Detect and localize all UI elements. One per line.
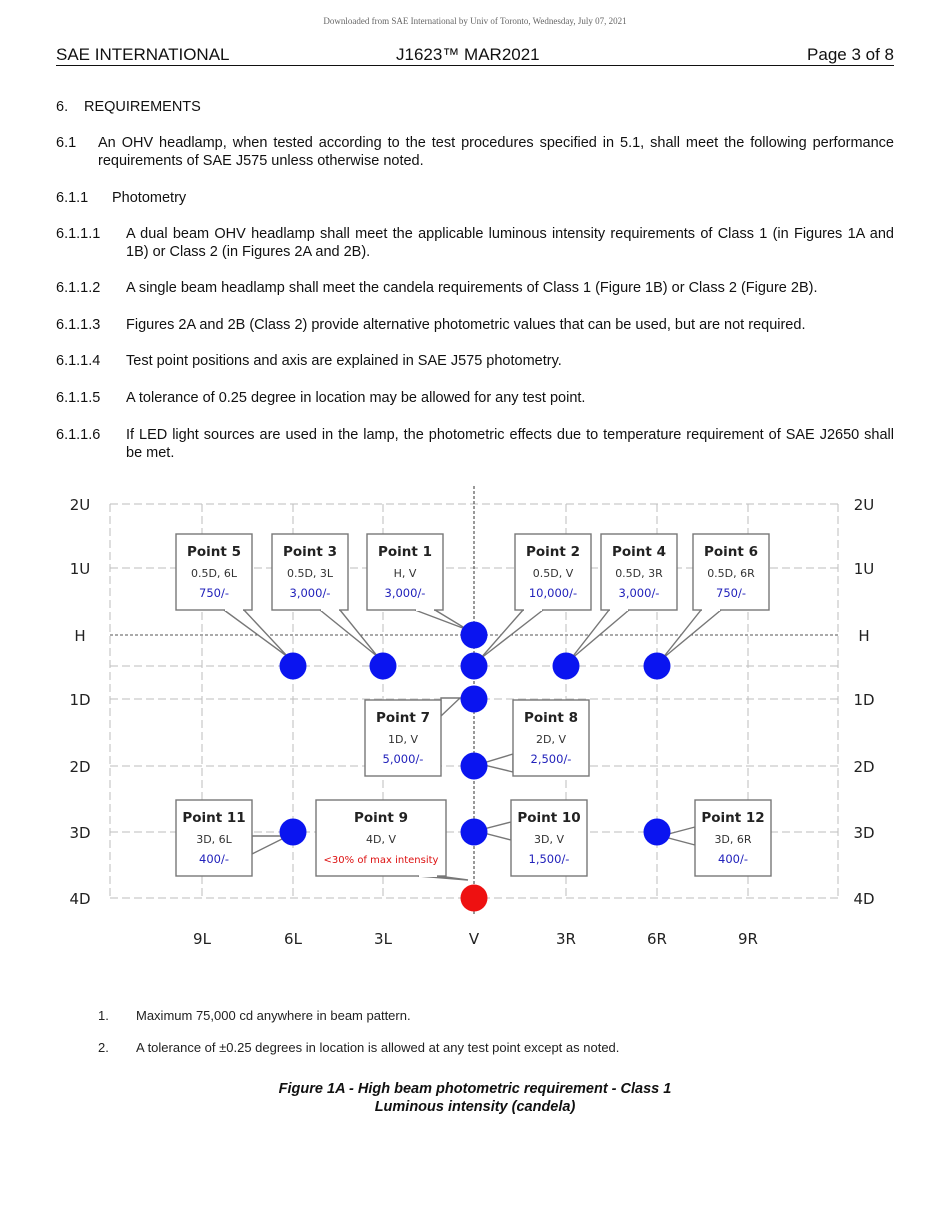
callout-title: Point 1 <box>378 544 432 560</box>
item-text: Test point positions and axis are explained in SAE J575 photometry. <box>126 353 562 369</box>
x-axis-label: 3L <box>374 930 392 948</box>
photometry-diagram <box>56 478 894 958</box>
callout-position: 3D, 6L <box>196 833 232 846</box>
figure-caption-subtitle: Luminous intensity (candela) <box>374 1099 576 1115</box>
note-number: 1. <box>98 1008 109 1023</box>
callout-position: 3D, V <box>534 833 564 846</box>
requirement-item <box>56 352 894 370</box>
test-point-max-dot <box>461 885 488 912</box>
y-axis-label-left: 1U <box>69 560 91 578</box>
item-number: 6.1.1.1 <box>56 226 101 242</box>
callout-position: 3D, 6R <box>714 833 752 846</box>
requirement-item <box>56 389 894 407</box>
callout-value: 3,000/- <box>618 586 660 600</box>
section-heading <box>56 98 894 116</box>
y-axis-label-right: 2U <box>853 496 875 514</box>
callout-point-11 <box>176 800 288 876</box>
item-text: A tolerance of 0.25 degree in location may be allowed for any test point. <box>126 390 586 406</box>
item-number: 6.1.1.2 <box>56 280 101 296</box>
callout-value: <30% of max intensity <box>323 855 439 866</box>
callout-title: Point 2 <box>526 544 580 560</box>
callout-position: 2D, V <box>536 733 566 746</box>
note-number: 2. <box>98 1040 109 1055</box>
y-axis-label-right: 2D <box>853 758 875 776</box>
callout-value: 3,000/- <box>384 586 426 600</box>
test-point-dot <box>644 819 671 846</box>
y-axis-label-right: 3D <box>853 824 875 842</box>
item-number: 6.1.1.6 <box>56 427 101 443</box>
callout-value: 400/- <box>199 852 229 866</box>
item-text: A single beam headlamp shall meet the candela requirements of Class 1 (Figure 1B) or Class 2 (Figure 2B). <box>126 280 818 296</box>
item-number: 6.1.1.3 <box>56 317 101 333</box>
x-axis-label: 9R <box>738 930 758 948</box>
test-point-dot <box>553 653 580 680</box>
test-point-dot <box>370 653 397 680</box>
item-text: Figures 2A and 2B (Class 2) provide alternative photometric values that can be used, but are not required. <box>126 317 806 333</box>
y-axis-label-left: 1D <box>69 691 91 709</box>
test-point-dot <box>461 686 488 713</box>
callout-pointer <box>415 610 468 630</box>
paragraph-number: 6.1.1 <box>56 190 89 206</box>
test-point-dot <box>461 819 488 846</box>
callout-value: 2,500/- <box>530 752 572 766</box>
x-axis-label: 6R <box>647 930 667 948</box>
callout-point-12 <box>661 800 771 876</box>
requirement-item <box>56 426 894 462</box>
callout-title: Point 9 <box>354 810 408 826</box>
callout-pointer <box>480 610 543 659</box>
callout-value: 750/- <box>716 586 746 600</box>
callout-title: Point 10 <box>517 810 581 826</box>
y-axis-label-left: H <box>74 627 86 645</box>
callout-position: 0.5D, 3R <box>615 567 663 580</box>
paragraph-text: An OHV headlamp, when tested according to the test procedures specified in 5.1, shall meet the following performance requirements of SAE J575 unless otherwise noted. <box>98 135 894 169</box>
callout-value: 750/- <box>199 586 229 600</box>
callout-point-10 <box>476 800 587 876</box>
callout-point-1 <box>367 534 468 630</box>
note-text: A tolerance of ±0.25 degrees in location is allowed at any test point except as noted. <box>136 1040 620 1055</box>
callout-title: Point 6 <box>704 544 758 560</box>
test-point-dot <box>461 622 488 649</box>
callout-position: 4D, V <box>366 833 396 846</box>
callout-point-6 <box>662 534 769 659</box>
callout-title: Point 12 <box>701 810 765 826</box>
x-axis-label: 6L <box>284 930 302 948</box>
callout-title: Point 7 <box>376 710 430 726</box>
callout-point-9 <box>316 800 468 880</box>
test-point-dot <box>461 653 488 680</box>
callout-position: 0.5D, 6L <box>190 567 238 580</box>
callout-point-5 <box>176 534 288 657</box>
requirement-item <box>56 316 894 334</box>
item-number: 6.1.1.5 <box>56 390 101 406</box>
y-axis-label-right: 1D <box>853 691 875 709</box>
test-point-dot <box>280 653 307 680</box>
callout-title: Point 8 <box>524 710 578 726</box>
callout-value: 400/- <box>718 852 748 866</box>
test-point-dot <box>280 819 307 846</box>
item-text: A dual beam OHV headlamp shall meet the applicable luminous intensity requirements of Class 1 (in Figures 1A and 1B) or Class 2 (in Figures 2A and 2B). <box>126 226 894 260</box>
callout-title: Point 3 <box>283 544 337 560</box>
page-header <box>56 45 894 66</box>
callout-title: Point 4 <box>612 544 666 560</box>
callout-position: 0.5D, 3L <box>286 567 334 580</box>
callout-pointer <box>320 610 378 657</box>
callout-value: 5,000/- <box>382 752 424 766</box>
paragraph-number: 6.1 <box>56 135 77 151</box>
note-text: Maximum 75,000 cd anywhere in beam pattern. <box>136 1008 411 1023</box>
paragraph-6-1 <box>56 134 894 170</box>
callout-position: 1D, V <box>388 733 418 746</box>
test-point-dot <box>644 653 671 680</box>
callout-title: Point 11 <box>182 810 246 826</box>
callout-value: 3,000/- <box>289 586 331 600</box>
header-page-number: Page 3 of 8 <box>807 45 894 64</box>
callout-point-3 <box>272 534 378 657</box>
requirement-item <box>56 279 894 297</box>
section-title: REQUIREMENTS <box>84 99 201 115</box>
callout-position: 0.5D, 6R <box>707 567 755 580</box>
item-text: If LED light sources are used in the lamp, the photometric effects due to temperature requirement of SAE J2650 shall be met. <box>126 427 894 461</box>
callout-value: 10,000/- <box>528 586 578 600</box>
download-notice: Downloaded from SAE International by Univ of Toronto, Wednesday, July 07, 2021 <box>323 16 627 26</box>
x-axis-label: 9L <box>193 930 211 948</box>
y-axis-label-left: 2U <box>69 496 91 514</box>
callout-position: 0.5D, V <box>532 567 574 580</box>
callout-pointer <box>224 610 288 657</box>
y-axis-label-right: 4D <box>853 890 875 908</box>
callout-point-7 <box>365 698 460 776</box>
y-axis-label-right: 1U <box>853 560 875 578</box>
y-axis-label-left: 4D <box>69 890 91 908</box>
callout-point-8 <box>480 700 589 776</box>
figure-caption-title: Figure 1A - High beam photometric requirement - Class 1 <box>278 1081 672 1097</box>
x-axis-label: V <box>468 930 480 948</box>
test-point-dot <box>461 753 488 780</box>
section-number: 6. <box>56 99 69 115</box>
callout-value: 1,500/- <box>528 852 570 866</box>
y-axis-label-left: 3D <box>69 824 91 842</box>
requirement-item <box>56 225 894 261</box>
callout-point-2 <box>480 534 591 659</box>
paragraph-6-1-1 <box>56 189 894 207</box>
y-axis-label-right: H <box>858 627 870 645</box>
y-axis-label-left: 2D <box>69 758 91 776</box>
item-number: 6.1.1.4 <box>56 353 101 369</box>
callout-position: H, V <box>393 567 417 580</box>
header-doc-id: J1623™ MAR2021 <box>396 45 540 64</box>
callout-pointer <box>441 698 460 716</box>
header-org: SAE INTERNATIONAL <box>56 45 230 64</box>
paragraph-text: Photometry <box>112 190 187 206</box>
callout-title: Point 5 <box>187 544 241 560</box>
x-axis-label: 3R <box>556 930 576 948</box>
